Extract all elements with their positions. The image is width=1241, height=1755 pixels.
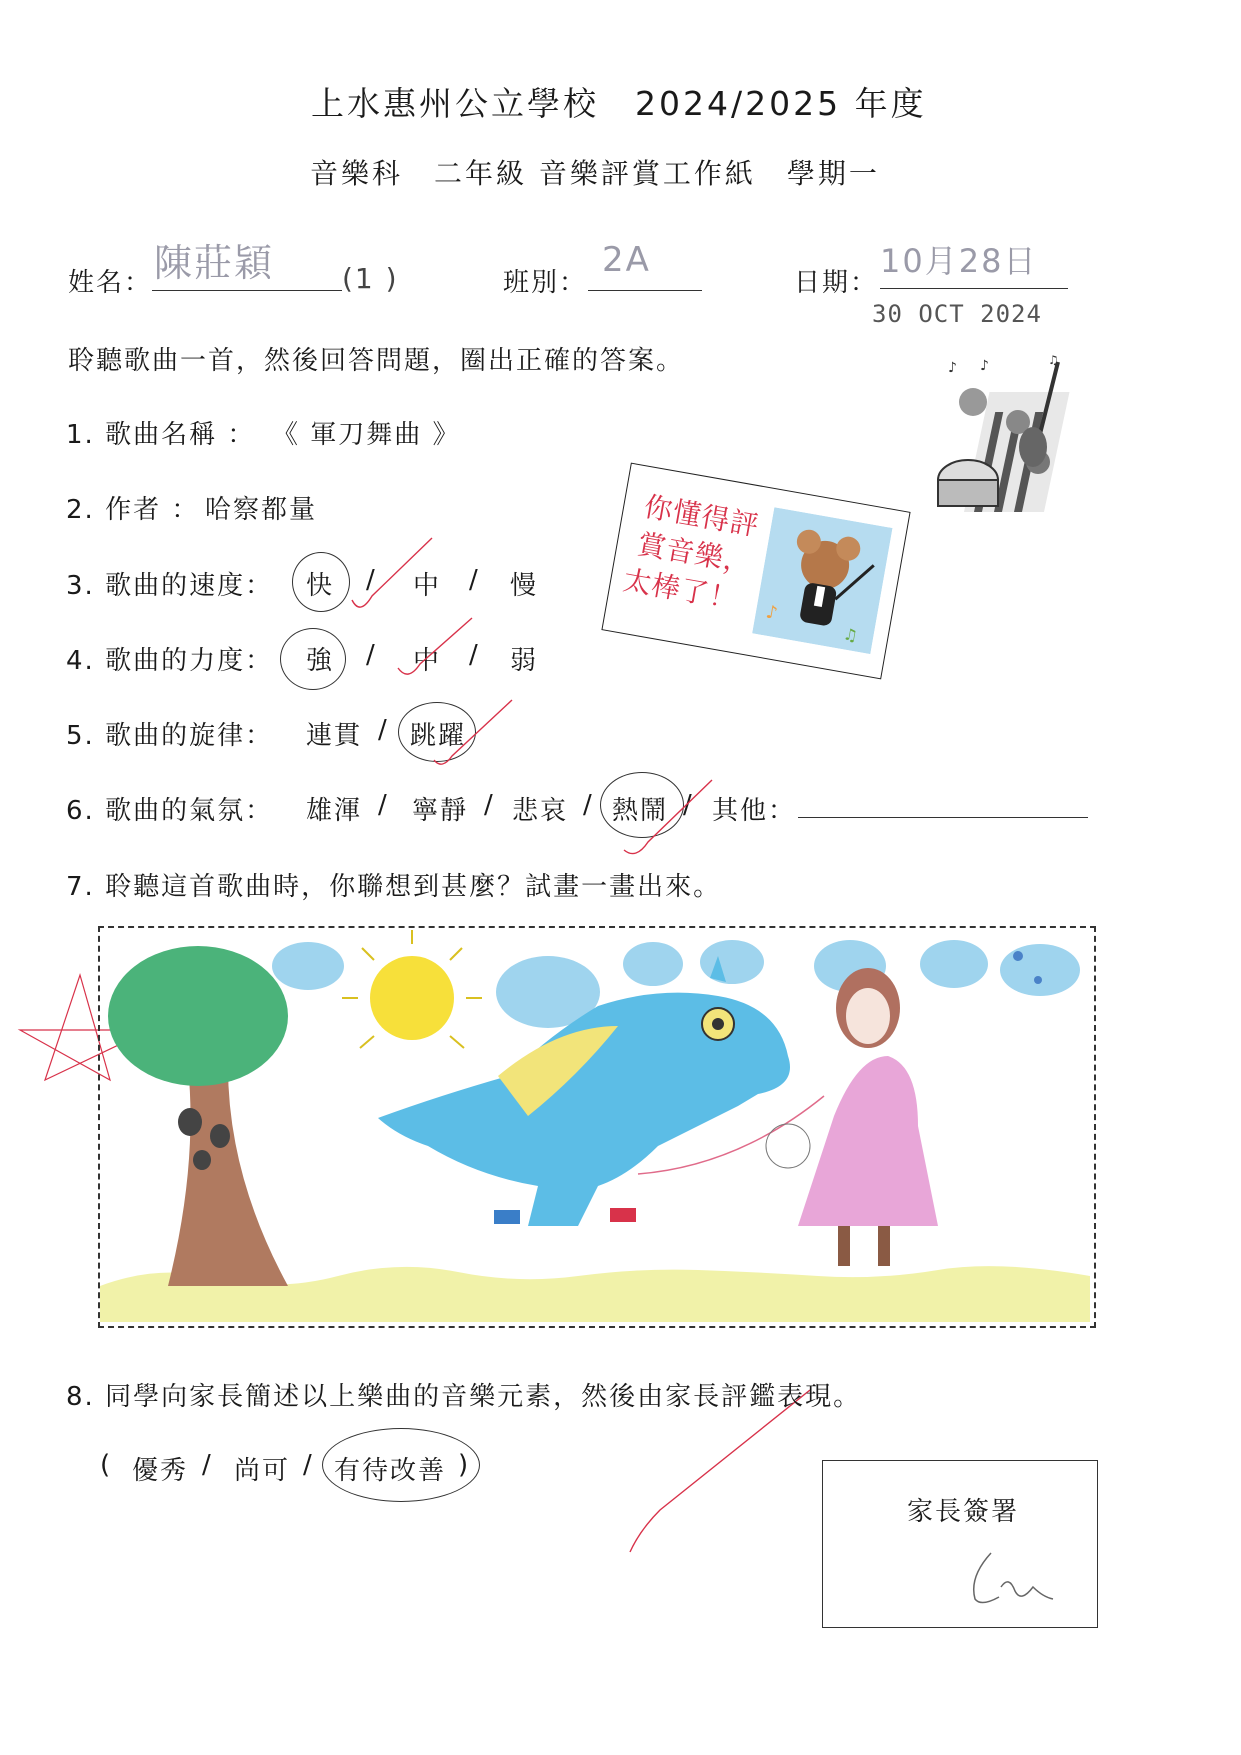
date-label: 日期：: [794, 268, 879, 298]
svg-text:♪: ♪: [948, 360, 957, 376]
q3-option-fast[interactable]: 快: [306, 571, 335, 601]
q6-separator: /: [583, 790, 594, 820]
q4-option-strong[interactable]: 強: [306, 646, 335, 676]
date-value: 10月28日: [880, 242, 1038, 280]
q7-label: 7. 聆聽這首歌曲時，你聯想到甚麼？試畫一畫出來。: [66, 872, 722, 902]
svg-text:♪: ♪: [764, 601, 780, 625]
q6-option-sad[interactable]: 悲哀: [512, 796, 569, 826]
q3-label: 3. 歌曲的速度：: [66, 571, 274, 601]
q6-option-lively[interactable]: 熱鬧: [612, 796, 669, 826]
worksheet-title: 上水惠州公立學校 2024/2025 年度: [311, 84, 927, 123]
sticker-line-1: 你懂得評: [641, 489, 762, 543]
q8-option-fair[interactable]: 尚可: [234, 1456, 291, 1486]
parent-signature-scribble: [963, 1547, 1063, 1607]
q2-label: 2. 作者 ：: [66, 495, 200, 525]
q6-option-majestic[interactable]: 雄渾: [306, 796, 363, 826]
class-label: 班別：: [503, 268, 588, 298]
name-label: 姓名：: [68, 268, 153, 298]
q8-open-paren: (: [100, 1450, 113, 1480]
q4-separator: /: [366, 640, 377, 670]
q8-close-paren: ): [458, 1450, 471, 1480]
mouse-conductor-icon: [752, 507, 892, 654]
q6-separator: /: [683, 790, 694, 820]
q1-label: 1. 歌曲名稱 ：: [66, 420, 256, 450]
svg-text:♪: ♪: [980, 358, 989, 374]
instruction-text: 聆聽歌曲一首，然後回答問題，圈出正確的答案。: [68, 346, 685, 376]
worksheet-subtitle: 音樂科 二年級 音樂評賞工作紙 學期一: [310, 157, 880, 190]
q6-separator: /: [484, 790, 495, 820]
q4-label: 4. 歌曲的力度：: [66, 646, 274, 676]
q5-label: 5. 歌曲的旋律：: [66, 721, 274, 751]
q3-separator: /: [469, 565, 480, 595]
q5-option-staccato[interactable]: 跳躍: [410, 721, 467, 751]
q8-separator: /: [202, 1450, 213, 1480]
student-number: (1 ): [342, 262, 399, 295]
q6-option-other[interactable]: 其他：: [712, 796, 797, 826]
q2-value: 哈察都量: [205, 495, 318, 525]
q4-option-medium[interactable]: 中: [413, 646, 442, 676]
q3-option-medium[interactable]: 中: [413, 571, 442, 601]
q8-answer-circle: [322, 1428, 480, 1502]
q4-option-weak[interactable]: 弱: [510, 646, 539, 676]
name-value: 陳莊穎: [154, 241, 275, 285]
q8-separator: /: [303, 1450, 314, 1480]
q6-separator: /: [378, 790, 389, 820]
sticker-line-3: 太棒了！: [620, 563, 741, 617]
svg-text:♫: ♫: [1048, 353, 1059, 367]
q1-value: 《 軍刀舞曲 》: [272, 420, 461, 450]
q5-separator: /: [378, 715, 389, 745]
q6-label: 6. 歌曲的氣氛：: [66, 796, 274, 826]
signature-label: 家長簽署: [907, 1497, 1020, 1527]
class-value: 2A: [602, 240, 651, 280]
q5-option-legato[interactable]: 連貫: [306, 721, 363, 751]
q8-label: 8. 同學向家長簡述以上樂曲的音樂元素，然後由家長評鑑表現。: [66, 1382, 862, 1412]
q8-option-excellent[interactable]: 優秀: [132, 1456, 189, 1486]
q3-separator: /: [366, 565, 377, 595]
q6-option-calm[interactable]: 寧靜: [412, 796, 469, 826]
q4-separator: /: [469, 640, 480, 670]
student-drawing: [98, 926, 1092, 1324]
date-stamp: 30 OCT 2024: [872, 300, 1042, 328]
q8-option-needs-improvement[interactable]: 有待改善: [334, 1456, 447, 1486]
parent-signature-box[interactable]: [822, 1460, 1098, 1628]
sticker-line-2: 賞音樂，: [635, 527, 756, 580]
q3-option-slow[interactable]: 慢: [510, 571, 539, 601]
svg-text:♫: ♫: [841, 624, 860, 646]
